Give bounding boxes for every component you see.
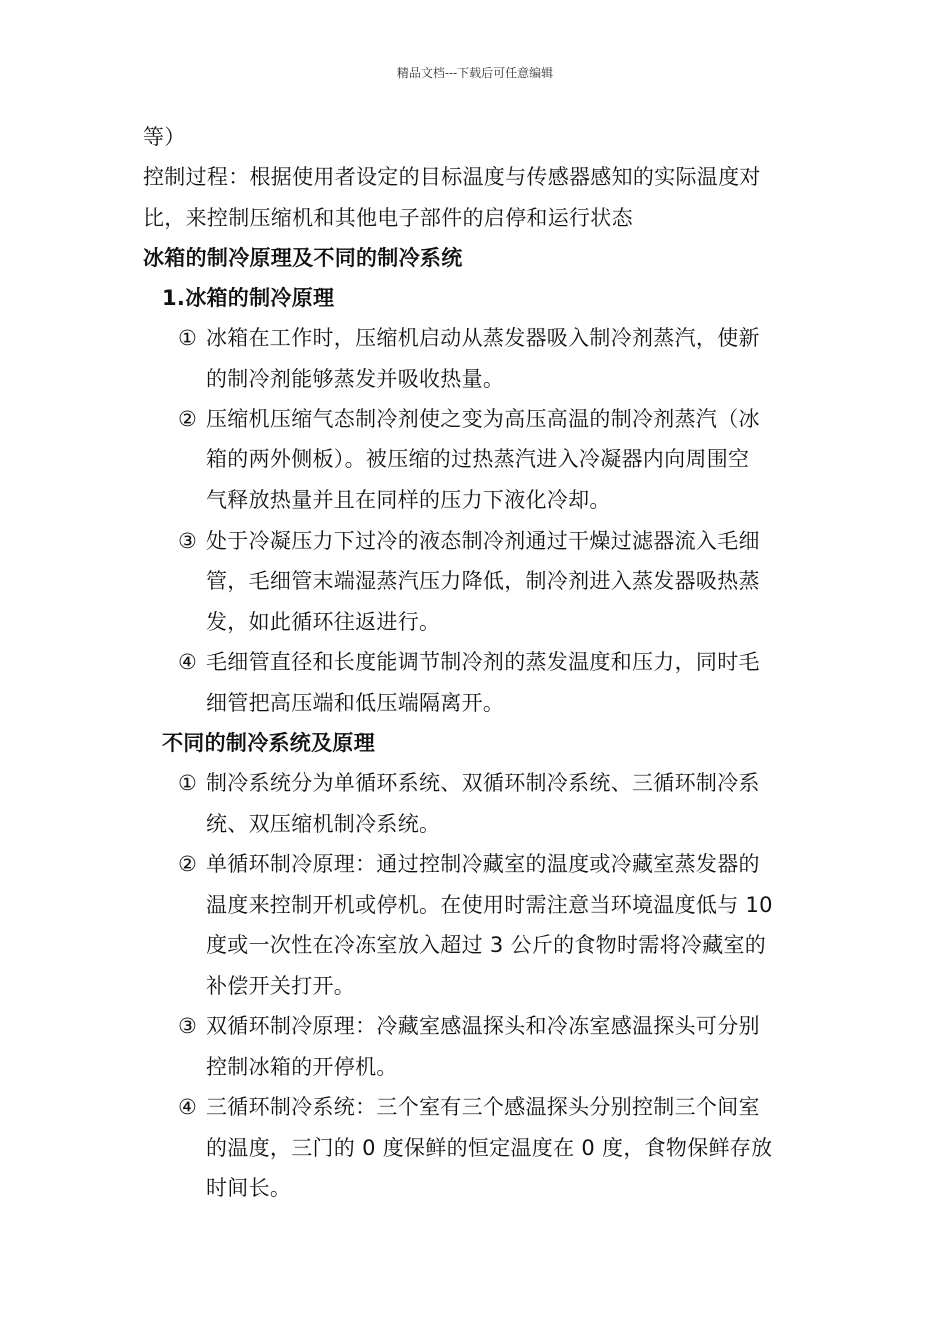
item-text: 压缩机压缩气态制冷剂使之变为高压高温的制冷剂蒸汽（冰 <box>206 407 760 431</box>
page-header: 精品文档---下载后可任意编辑 <box>396 66 554 80</box>
item-text: 单循环制冷原理：通过控制冷藏室的温度或冷藏室蒸发器的 <box>206 852 760 876</box>
list-item <box>178 1012 760 1040</box>
item-text-continued: 管，毛细管末端湿蒸汽压力降低，制冷剂进入蒸发器吸热蒸 <box>206 569 760 593</box>
subsection-2-title: 不同的制冷系统及原理 <box>162 731 375 755</box>
list-item <box>178 769 760 797</box>
item-text-continued: 时间长。 <box>206 1176 292 1200</box>
item-text-continued: 的制冷剂能够蒸发并吸收热量。 <box>206 367 505 391</box>
list-item <box>178 405 760 433</box>
item-text: 处于冷凝压力下过冷的液态制冷剂通过干燥过滤器流入毛细 <box>206 529 760 553</box>
item-text: 三循环制冷系统：三个室有三个感温探头分别控制三个间室 <box>206 1095 760 1119</box>
list-item <box>178 648 760 676</box>
item-marker: ④ <box>178 650 198 674</box>
item-marker: ③ <box>178 529 198 553</box>
item-marker: ④ <box>178 1095 198 1119</box>
list-item <box>178 1093 760 1121</box>
item-text-continued: 发，如此循环往返进行。 <box>206 610 441 634</box>
intro-line-3: 比，来控制压缩机和其他电子部件的启停和运行状态 <box>143 206 633 230</box>
section-title: 冰箱的制冷原理及不同的制冷系统 <box>143 246 463 270</box>
item-text-continued: 温度来控制开机或停机。在使用时需注意当环境温度低与 10 <box>206 893 773 917</box>
list-item <box>178 850 760 878</box>
item-text-continued: 补偿开关打开。 <box>206 974 356 998</box>
item-text: 冰箱在工作时，压缩机启动从蒸发器吸入制冷剂蒸汽，使新 <box>206 326 760 350</box>
item-text: 双循环制冷原理：冷藏室感温探头和冷冻室感温探头可分别 <box>206 1014 760 1038</box>
intro-line-1: 等） <box>143 125 186 149</box>
list-item <box>178 324 760 352</box>
subsection-1-title: 1.冰箱的制冷原理 <box>162 286 335 310</box>
item-marker: ② <box>178 407 198 431</box>
item-text-continued: 箱的两外侧板）。被压缩的过热蒸汽进入冷凝器内向周围空 <box>206 447 750 471</box>
item-text-continued: 统、双压缩机制冷系统。 <box>206 812 441 836</box>
intro-line-2: 控制过程：根据使用者设定的目标温度与传感器感知的实际温度对 <box>143 165 761 189</box>
item-text: 制冷系统分为单循环系统、双循环制冷系统、三循环制冷系 <box>206 771 760 795</box>
item-text: 毛细管直径和长度能调节制冷剂的蒸发温度和压力，同时毛 <box>206 650 760 674</box>
item-text-continued: 控制冰箱的开停机。 <box>206 1055 398 1079</box>
item-marker: ③ <box>178 1014 198 1038</box>
item-marker: ② <box>178 852 198 876</box>
list-item <box>178 527 760 555</box>
item-marker: ① <box>178 771 198 795</box>
item-text-continued: 的温度，三门的 0 度保鲜的恒定温度在 0 度，食物保鲜存放 <box>206 1136 773 1160</box>
item-text-continued: 气释放热量并且在同样的压力下液化冷却。 <box>206 488 611 512</box>
item-marker: ① <box>178 326 198 350</box>
item-text-continued: 细管把高压端和低压端隔离开。 <box>206 691 505 715</box>
item-text-continued: 度或一次性在冷冻室放入超过 3 公斤的食物时需将冷藏室的 <box>206 933 767 957</box>
